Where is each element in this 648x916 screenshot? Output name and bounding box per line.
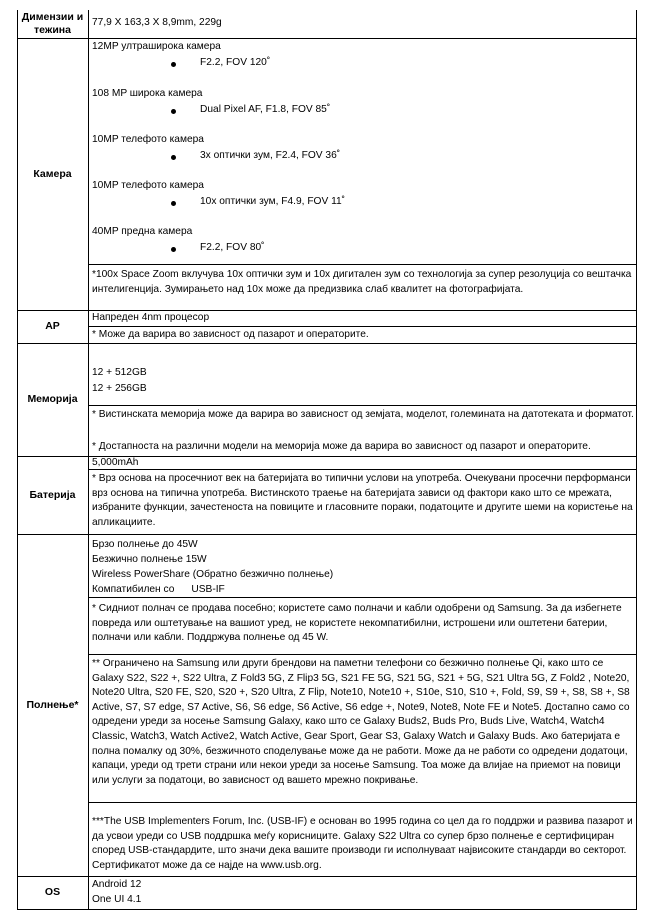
memory-note: * Вистинската меморија може да варира во зависност од земјата, моделот, големината на датотеката и форматот. <box>92 409 634 420</box>
charging-spec: Wireless PowerShare (Обратно безжично полнење) <box>92 569 334 580</box>
spec-table <box>17 10 637 910</box>
row-separator <box>17 876 637 877</box>
bullet-dot <box>171 62 176 67</box>
ap-note: * Може да варира во зависност од пазарот и операторите. <box>92 329 369 340</box>
os-value: Android 12 <box>92 879 142 890</box>
charging-spec: Брзо полнење до 45W <box>92 539 198 550</box>
ap-value: Напреден 4nm процесор <box>92 312 210 323</box>
camera-spec: Dual Pixel AF, F1.8, FOV 85˚ <box>200 104 331 115</box>
memory-option: 12 + 256GB <box>92 383 147 394</box>
camera-title: 40MP предна камера <box>92 226 193 237</box>
os-value: One UI 4.1 <box>92 894 142 905</box>
charging-note: * Сидниот полнач се продава посебно; користете само полначи и кабли одобрени од Samsung. За да избегнете повреда или оштетување на вашиот уред, не користете некомпатибилни, истрошени или оштетени батерии, полначи или кабли. Поддржува полнење од 45 W. <box>92 603 622 644</box>
row-label-charging: Полнење* <box>26 698 79 711</box>
bullet-dot <box>171 201 176 206</box>
battery-note: * Врз основа на просечниот век на батеријата во типични услови на употреба. Очекувани просечни перформанси врз основа на типична употреба. Вистинското траење на батеријата зависи од фактори како што се мрежата, избраните функции, зачестеноста на повиците и гласовните пораки, податоците и другите шеми на користење на апликациите. <box>92 473 633 528</box>
camera-title: 108 MP широка камера <box>92 88 203 99</box>
row-separator <box>17 534 637 535</box>
camera-title: 12MP ултраширока камера <box>92 41 221 52</box>
camera-spec: 10x оптички зум, F4.9, FOV 11˚ <box>200 196 346 207</box>
bullet-dot <box>171 155 176 160</box>
cell-separator <box>88 405 637 406</box>
row-label-os: OS <box>44 886 61 898</box>
camera-spec: F2.2, FOV 120˚ <box>200 57 271 68</box>
charging-spec: Компатибилен со USB-IF <box>92 584 225 595</box>
table-border-bottom <box>17 909 637 910</box>
memory-option: 12 + 512GB <box>92 367 147 378</box>
charging-note: ***The USB Implementers Forum, Inc. (USB-IF) е основан во 1995 година со цел да го поддржи и развива пазарот и да усвои уреди со USB поддршка меѓу корисниците. Galaxy S22 Ultra со супер брзо полнење е сертифициран според USB-стандардите, што значи дека вашите производи ги исполнуваат највисоките стандарди во секторот. Сертификатот може да се најде на www.usb.org. <box>92 816 633 871</box>
row-label-dimensions: Димензии и тежина <box>21 11 84 36</box>
row-separator <box>17 343 637 344</box>
row-separator <box>17 38 637 39</box>
cell-separator <box>88 326 637 327</box>
table-border-right <box>636 10 637 910</box>
camera-title: 10MP телефото камера <box>92 180 204 191</box>
charging-note: ** Ограничено на Samsung или други брендови на паметни телефони со безжично полнење Qi, како што се Galaxy S22, S22 +, S22 Ultra, Z Fold3 5G, Z Flip3 5G, S21 FE 5G, S21 5G, S21 + 5G, S21 Ultra 5G, Z Fold2 , Note20, Note20 Ultra, S20 FE, S20, S20 +, S20 Ultra, Z Flip, Note10, Note10 +, S10e, S10, S10 +, Fold, S9, S9 +, S8, S8 +, S8 Active, S7, S7 edge, S7 Active, S6, S6 edge, S6 Active, S6 edge +, Note9, Note8, Note FE и Note5. Достапно само со одредени уреди за носење Samsung Galaxy, како што се Galaxy Buds2, Buds Pro, Buds Live, Watch4, Watch4 Classic, Watch3, Watch Active2, Watch Active, Gear Sport, Gear S3, Galaxy Watch и Galaxy Buds. Ако батеријата е полна помалку од 30%, безжичното споделување може да не работи. Може да не работи со одредени додатоци, капаци, уреди од трети страни или некои уреди за носење Samsung. Тоа може да влијае на приемот на повици или услуги за податоци, во зависност од вашето мрежно покривање. <box>92 658 630 786</box>
charging-spec: Безжично полнење 15W <box>92 554 207 565</box>
cell-separator <box>88 654 637 655</box>
bullet-dot <box>171 247 176 252</box>
camera-title: 10MP телефото камера <box>92 134 204 145</box>
row-label-battery: Батерија <box>29 488 76 501</box>
column-divider <box>88 10 89 910</box>
camera-note: *100x Space Zoom вклучува 10x оптички зум и 10x дигитален зум со технологија за супер резолуција со вештачка интелигенција. Зумирањето над 10x може да предизвика слаб квалитет на фотографијата. <box>92 269 632 295</box>
row-label-memory: Меморија <box>27 393 78 405</box>
memory-note: * Достапноста на различни модели на меморија може да варира во зависност од пазарот и операторите. <box>92 441 591 452</box>
dimensions-value: 77,9 X 163,3 X 8,9mm, 229g <box>92 17 222 28</box>
camera-spec: F2.2, FOV 80˚ <box>200 242 265 253</box>
row-label-ap: АР <box>45 320 60 332</box>
row-label-camera: Камера <box>33 167 72 180</box>
bullet-dot <box>171 109 176 114</box>
cell-separator <box>88 264 637 265</box>
battery-value: 5,000mAh <box>92 457 139 468</box>
cell-separator <box>88 469 637 470</box>
cell-separator <box>88 802 637 803</box>
camera-spec: 3x оптички зум, F2.4, FOV 36˚ <box>200 150 341 161</box>
